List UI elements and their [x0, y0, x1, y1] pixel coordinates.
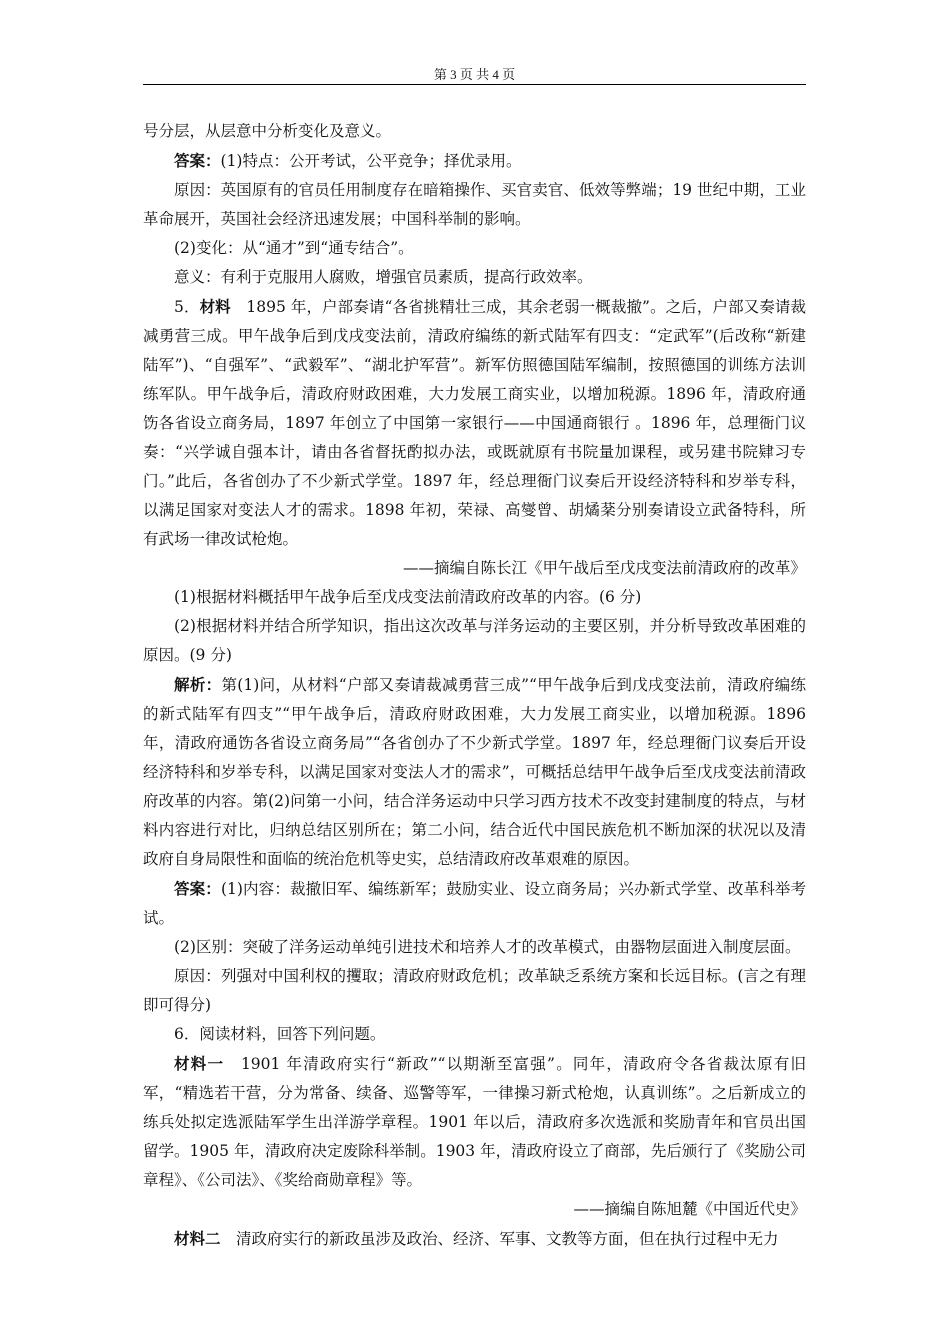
analysis-label: 解析： — [174, 675, 222, 694]
document-body — [143, 117, 806, 1254]
material-text: 1901 年清政府实行“新政”“以期渐至富强”。同年，清政府令各省裁汰原有旧军，“精选若干营，分为常备、续备、巡警等军，一律操习新式枪炮，认真训练”。之后新成立的练兵处拟定选派陆军学生出洋游学章程。1901 年以后，清政府多次选派和奖励青年和官员出国留学。1905 年，清政府决定废除科举制。1903 年，清政府设立了商部，先后颁行了《奖励公司章程》、《公司法》、《奖给商勋章程》等。 — [143, 1055, 806, 1189]
question-6-material1 — [143, 1049, 806, 1195]
answer-label: 答案： — [174, 151, 221, 170]
question-5-sub2: (2)根据材料并结合所学知识，指出这次改革与洋务运动的主要区别，并分析导致改革困难的原因。(9 分) — [143, 617, 806, 664]
question-5-analysis — [143, 670, 806, 874]
answer-4-part2: (2)变化：从“通才”到“通专结合”。 — [174, 239, 414, 257]
question-5-answer2: (2)区别：突破了洋务运动单纯引进技术和培养人才的改革模式，由器物层面进入制度层面。 — [174, 938, 801, 956]
answer-4-part1 — [143, 146, 806, 176]
answer-4-reason: 原因：英国原有的官员任用制度存在暗箱操作、买官卖官、低效等弊端；19 世纪中期，工业革命展开，英国社会经济迅速发展；中国科举制的影响。 — [143, 181, 806, 228]
answer-text: (1)内容：裁撤旧军、编练新军；鼓励实业、设立商务局；兴办新式学堂、改革科举考试。 — [143, 880, 806, 927]
question-number: 5． — [174, 298, 200, 316]
question-5-answer3: 原因：列强对中国利权的攫取；清政府财政危机；改革缺乏系统方案和长远目标。(言之有理即可得分) — [143, 967, 806, 1014]
question-5-answer1 — [143, 874, 806, 933]
question-5-material — [143, 292, 806, 554]
material-label: 材料 — [199, 297, 231, 316]
question-6-material2 — [143, 1224, 806, 1254]
question-5-sub1: (1)根据材料概括甲午战争后至戊戌变法前清政府改革的内容。(6 分) — [174, 588, 642, 606]
analysis-text: 第(1)问，从材料“户部又奏请裁减勇营三成”“甲午战争后到戊戌变法前，清政府编练的新式陆军有四支”“甲午战争后，清政府财政困难，大力发展工商实业，以增加税源。1896 年，清政府通饬各省设立商务局”“各省创办了不少新式学堂。1897 年，经总理衙门议奏后开设经济特科和岁举专科，以满足国家对变法人才的需求”，可概括总结甲午战争后至戊戌变法前清政府改革的内容。第(2)问第一小问，结合洋务运动中只学习西方技术不改变封建制度的特点，与材料内容进行对比，归纳总结区别所在；第二小问，结合近代中国民族危机不断加深的状况以及清政府自身局限性和面临的统治危机等史实，总结清政府改革艰难的原因。 — [143, 676, 806, 868]
material-text: 1895 年，户部奏请“各省挑精壮三成，其余老弱一概裁撤”。之后，户部又奏请裁减勇营三成。甲午战争后到戊戌变法前，清政府编练的新式陆军有四支：“定武军”(后改称“新建陆军”)、“自强军”、“武毅军”、“湖北护军营”。新军仿照德国陆军编制，按照德国的训练方法训练军队。甲午战争后，清政府财政困难，大力发展工商实业，以增加税源。1896 年，清政府通饬各省设立商务局，1897 年创立了中国第一家银行——中国通商银行 。1896 年，总理衙门议奏：“兴学诚自强本计，请由各省督抚酌拟办法，或既就原有书院量加课程，或另建书院肄习专门。”此后，各省创办了不少新式学堂。1897 年，经总理衙门议奏后开设经济特科和岁举专科，以满足国家对变法人才的需求。1898 年初，荣禄、高燮曾、胡燏棻分别奏请设立武备特科，所有武场一律改试枪炮。 — [143, 298, 806, 548]
material-source: ——摘编自陈旭麓《中国近代史》 — [573, 1200, 806, 1218]
answer-text: (1)特点：公开考试，公平竞争；择优录用。 — [220, 152, 522, 170]
material-text: 清政府实行的新政虽涉及政治、经济、军事、文教等方面，但在执行过程中无力 — [236, 1230, 779, 1248]
material-source: ——摘编自陈长江《甲午战后至戊戌变法前清政府的改革》 — [402, 559, 806, 577]
header-rule — [143, 84, 806, 85]
question-6-intro: 6．阅读材料，回答下列问题。 — [174, 1025, 386, 1043]
answer-4-significance: 意义：有利于克服用人腐败，增强官员素质，提高行政效率。 — [174, 268, 593, 286]
material-label: 材料二 — [174, 1229, 221, 1248]
continuation-text: 号分层，从层意中分析变化及意义。 — [143, 122, 392, 140]
answer-label: 答案： — [174, 879, 221, 898]
page-header: 第 3 页 共 4 页 — [433, 67, 516, 82]
material-label: 材料一 — [174, 1054, 225, 1073]
